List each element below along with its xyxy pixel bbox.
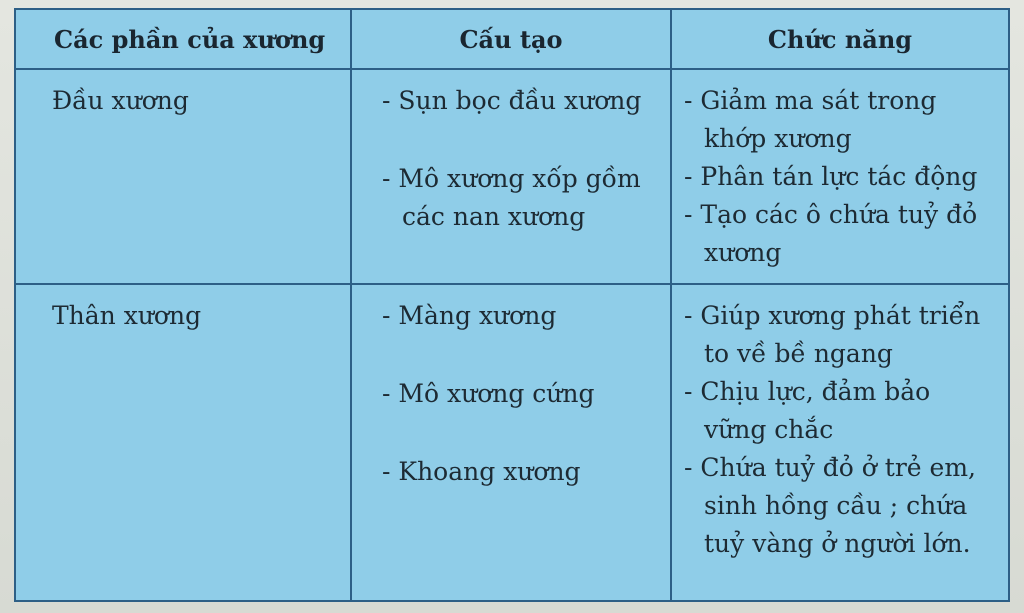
header-function: Chức năng	[671, 9, 1009, 69]
list-item: - Giúp xương phát triển to về bề ngang	[684, 297, 998, 373]
list-item: - Mô xương xốp gồm các nan xương	[382, 160, 660, 236]
function-cell	[671, 69, 1009, 284]
list-item: - Màng xương	[382, 297, 660, 335]
structure-cell	[351, 69, 671, 284]
table-header-row	[15, 9, 1009, 69]
list-item: - Mô xương cứng	[382, 375, 660, 413]
list-item: - Khoang xương	[382, 453, 660, 491]
part-cell	[15, 284, 351, 601]
list-item: - Giảm ma sát trong khớp xương	[684, 82, 998, 158]
header-structure: Cấu tạo	[351, 9, 671, 69]
list-item: - Chịu lực, đảm bảo vững chắc	[684, 373, 998, 449]
header-parts: Các phần của xương	[15, 9, 351, 69]
bone-structure-table	[14, 8, 1010, 602]
list-item: - Chứa tuỷ đỏ ở trẻ em, sinh hồng cầu ; chứa tuỷ vàng ở người lớn.	[684, 449, 998, 563]
list-item: - Sụn bọc đầu xương	[382, 82, 660, 120]
part-label: Thân xương	[52, 301, 202, 330]
list-item: - Phân tán lực tác động	[684, 158, 998, 196]
part-cell	[15, 69, 351, 284]
structure-cell	[351, 284, 671, 601]
table-row	[15, 69, 1009, 284]
part-label: Đầu xương	[52, 86, 189, 115]
function-cell	[671, 284, 1009, 601]
list-item: - Tạo các ô chứa tuỷ đỏ xương	[684, 196, 998, 272]
table-row	[15, 284, 1009, 601]
